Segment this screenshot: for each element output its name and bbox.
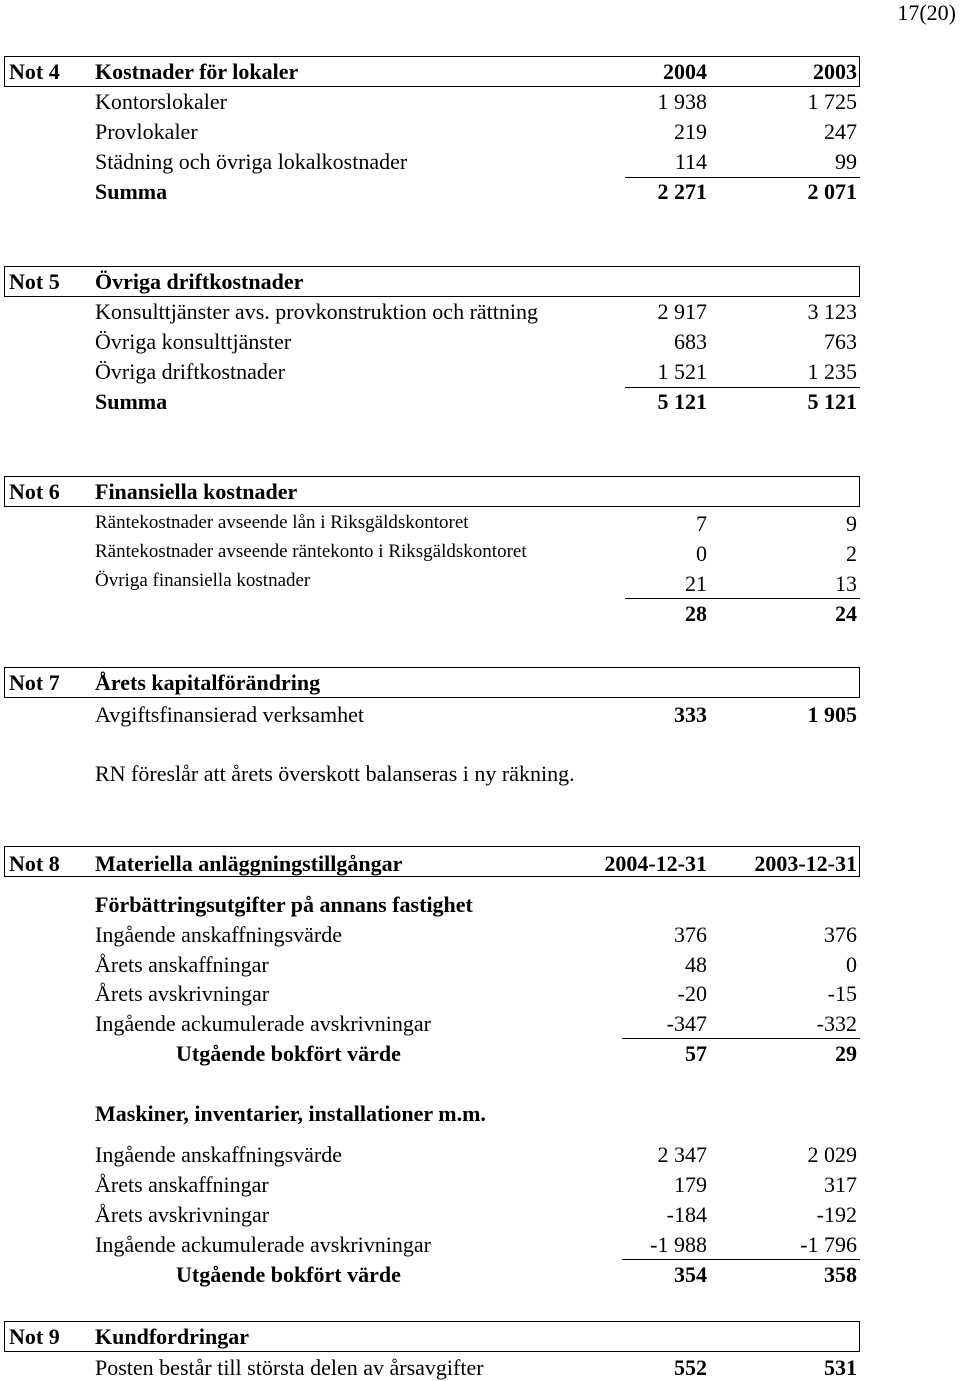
- total-value: 5 121: [807, 389, 857, 414]
- row-label: Årets anskaffningar: [95, 952, 269, 977]
- row-value: 1 905: [807, 702, 857, 727]
- date-column-header: 2003-12-31: [754, 851, 857, 876]
- total-value: 24: [835, 601, 857, 626]
- row-value: 99: [835, 149, 857, 174]
- row-label: Årets anskaffningar: [95, 1172, 269, 1197]
- total-label: Summa: [95, 389, 168, 414]
- total-value: 2 071: [807, 179, 857, 204]
- row-label: Övriga driftkostnader: [95, 359, 285, 384]
- sum-rule: [622, 1259, 860, 1260]
- row-value: 7: [696, 511, 707, 536]
- row-label: Kontorslokaler: [95, 89, 227, 114]
- row-value: -15: [827, 981, 857, 1006]
- total-value: 29: [835, 1041, 857, 1066]
- row-value: -1 988: [650, 1232, 707, 1257]
- total-value: 2 271: [657, 179, 707, 204]
- row-value: 531: [824, 1355, 857, 1380]
- note-title: Kostnader för lokaler: [95, 59, 299, 84]
- row-value: 317: [824, 1172, 857, 1197]
- row-value: 179: [674, 1172, 707, 1197]
- row-value: 13: [835, 571, 857, 596]
- note-title: Övriga driftkostnader: [95, 269, 304, 294]
- row-value: -20: [677, 981, 707, 1006]
- row-value: 247: [824, 119, 857, 144]
- row-label: Avgiftsfinansierad verksamhet: [95, 702, 365, 727]
- row-value: -1 796: [800, 1232, 857, 1257]
- note-title: Finansiella kostnader: [95, 479, 298, 504]
- row-value: -184: [666, 1202, 707, 1227]
- note-label: Not 8: [9, 851, 60, 876]
- total-value: 5 121: [657, 389, 707, 414]
- row-label: Övriga finansiella kostnader: [95, 570, 311, 591]
- row-label: Provlokaler: [95, 119, 198, 144]
- note-label: Not 9: [9, 1324, 60, 1349]
- row-value: -347: [666, 1011, 707, 1036]
- note-label: Not 6: [9, 479, 60, 504]
- total-value: 57: [685, 1041, 707, 1066]
- date-column-header: 2004-12-31: [604, 851, 707, 876]
- note-text: RN föreslår att årets överskott balanseras i ny räkning.: [95, 761, 575, 786]
- row-value: 2 029: [807, 1142, 857, 1167]
- row-label: Räntekostnader avseende räntekonto i Riksgäldskontoret: [95, 541, 527, 562]
- row-value: -332: [816, 1011, 857, 1036]
- total-label: Utgående bokfört värde: [176, 1262, 401, 1287]
- row-value: 683: [674, 329, 707, 354]
- row-value: 763: [824, 329, 857, 354]
- note-label: Not 5: [9, 269, 60, 294]
- total-label: Utgående bokfört värde: [176, 1041, 401, 1066]
- row-value: 2 347: [657, 1142, 707, 1167]
- note-title: Kundfordringar: [95, 1324, 250, 1349]
- page-number: 17(20): [897, 0, 956, 25]
- row-value: 2: [846, 541, 857, 566]
- row-label: Årets avskrivningar: [95, 981, 270, 1006]
- row-value: 376: [824, 922, 857, 947]
- row-value: 3 123: [807, 299, 857, 324]
- sum-rule: [625, 598, 860, 599]
- row-label: Räntekostnader avseende lån i Riksgäldskontoret: [95, 512, 469, 533]
- row-value: 9: [846, 511, 857, 536]
- row-value: -192: [816, 1202, 857, 1227]
- row-value: 21: [685, 571, 707, 596]
- row-label: Årets avskrivningar: [95, 1202, 270, 1227]
- row-value: 552: [674, 1355, 707, 1380]
- row-value: 219: [674, 119, 707, 144]
- total-value: 354: [674, 1262, 707, 1287]
- row-value: 0: [846, 952, 857, 977]
- row-value: 2 917: [657, 299, 707, 324]
- group-title: Förbättringsutgifter på annans fastighet: [95, 892, 473, 917]
- total-value: 358: [824, 1262, 857, 1287]
- row-label: Städning och övriga lokalkostnader: [95, 149, 408, 174]
- year-column-header: 2003: [813, 59, 857, 84]
- note-label: Not 4: [9, 59, 60, 84]
- total-value: 28: [685, 601, 707, 626]
- row-label: Posten består till största delen av årsavgifter: [95, 1355, 484, 1380]
- row-value: 1 725: [807, 89, 857, 114]
- row-label: Ingående anskaffningsvärde: [95, 1142, 342, 1167]
- row-label: Ingående ackumulerade avskrivningar: [95, 1011, 431, 1036]
- row-value: 1 521: [657, 359, 707, 384]
- row-value: 48: [685, 952, 707, 977]
- note-title: Årets kapitalförändring: [95, 670, 321, 695]
- row-label: Övriga konsulttjänster: [95, 329, 292, 354]
- sum-rule: [625, 387, 860, 388]
- row-value: 376: [674, 922, 707, 947]
- sum-rule: [625, 177, 860, 178]
- row-value: 1 235: [807, 359, 857, 384]
- sum-rule: [622, 1038, 860, 1039]
- total-label: Summa: [95, 179, 168, 204]
- row-value: 114: [674, 149, 707, 174]
- year-column-header: 2004: [663, 59, 707, 84]
- note-label: Not 7: [9, 670, 60, 695]
- group-title: Maskiner, inventarier, installationer m.m.: [95, 1101, 486, 1126]
- row-label: Ingående ackumulerade avskrivningar: [95, 1232, 431, 1257]
- row-value: 1 938: [657, 89, 707, 114]
- note-title: Materiella anläggningstillgångar: [95, 851, 403, 876]
- row-value: 333: [674, 702, 707, 727]
- row-value: 0: [696, 541, 707, 566]
- row-label: Ingående anskaffningsvärde: [95, 922, 342, 947]
- row-label: Konsulttjänster avs. provkonstruktion och rättning: [95, 299, 538, 324]
